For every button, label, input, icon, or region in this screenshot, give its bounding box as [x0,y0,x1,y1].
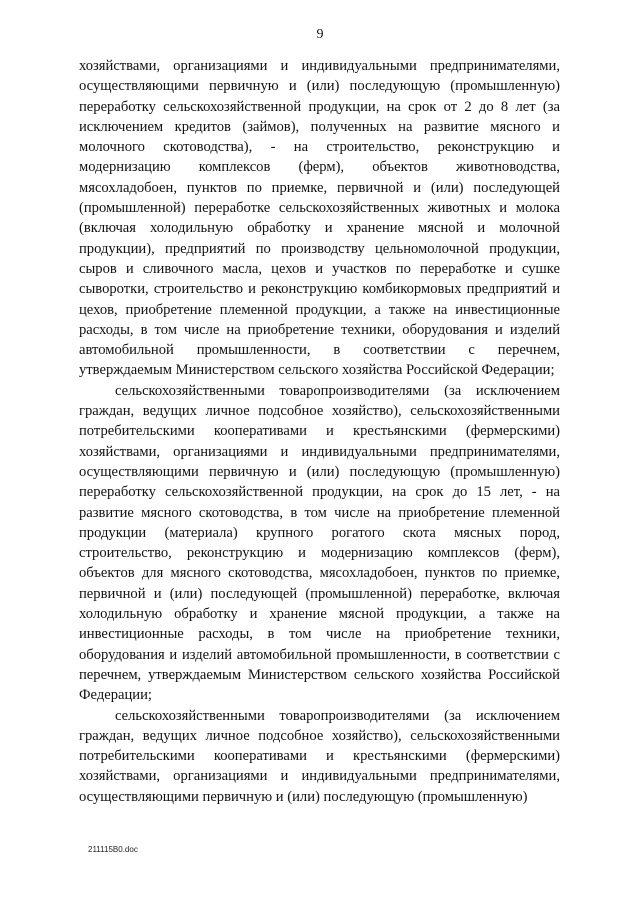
footer-filename: 211115B0.doc [88,845,138,854]
document-body [79,56,560,807]
paragraph-next-item: сельскохозяйственными товаропроизводителями (за исключением граждан, ведущих личное подсобное хозяйство), сельскохозяйственными потребительскими кооперативами и крестьянскими (фермерскими) хозяйствами, организациями и индивидуальными предпринимателями, осуществляющими первичную и (или) последующую (промышленную) [79,707,560,805]
paragraph-continuation: хозяйствами, организациями и индивидуальными предпринимателями, осуществляющими первичную и (или) последующую (промышленную) переработку сельскохозяйственной продукции, на срок от 2 до 8 лет (за исключением кредитов (займов), полученных на развитие мясного и молочного скотоводства), - на строительство, реконструкцию и модернизацию комплексов (ферм), объектов животноводства, мясохладобоен, пунктов по приемке, первичной и (или) последующей (промышленной) переработке сельскохозяйственных животных и молока (включая холодильную обработку и хранение мясной и молочной продукции), предприятий по производству цельномолочной продукции, сыров и сливочного масла, цехов и участков по переработке и сушке сыворотки, строительство и реконструкцию комбикормовых предприятий и цехов, приобретение племенной продукции, а также на инвестиционные расходы, в том числе на приобретение техники, оборудования и изделий автомобильной промышленности, в соответствии с перечнем, утверждаемым Министерством сельского хозяйства Российской Федерации; [79,58,560,379]
paragraph-meat-cattle-loans: сельскохозяйственными товаропроизводителями (за исключением граждан, ведущих личное подсобное хозяйство), сельскохозяйственными потребительскими кооперативами и крестьянскими (фермерскими) хозяйствами, организациями и индивидуальными предпринимателями, осуществляющими первичную и (или) последующую (промышленную) переработку сельскохозяйственной продукции, на срок до 15 лет, - на развитие мясного скотоводства, в том числе на приобретение племенной продукции (материала) крупного рогатого скота мясных пород, строительство, реконструкцию и модернизацию комплексов (ферм), объектов для мясного скотоводства, мясохладобоен, пунктов по приемке, первичной и (или) последующей (промышленной) переработке, включая холодильную обработку и хранение мясной продукции, а также на инвестиционные расходы, в том числе на приобретение техники, оборудования и изделий автомобильной промышленности, в соответствии с перечнем, утверждаемым Министерством сельского хозяйства Российской Федерации; [79,382,560,704]
page-number: 9 [316,27,324,42]
